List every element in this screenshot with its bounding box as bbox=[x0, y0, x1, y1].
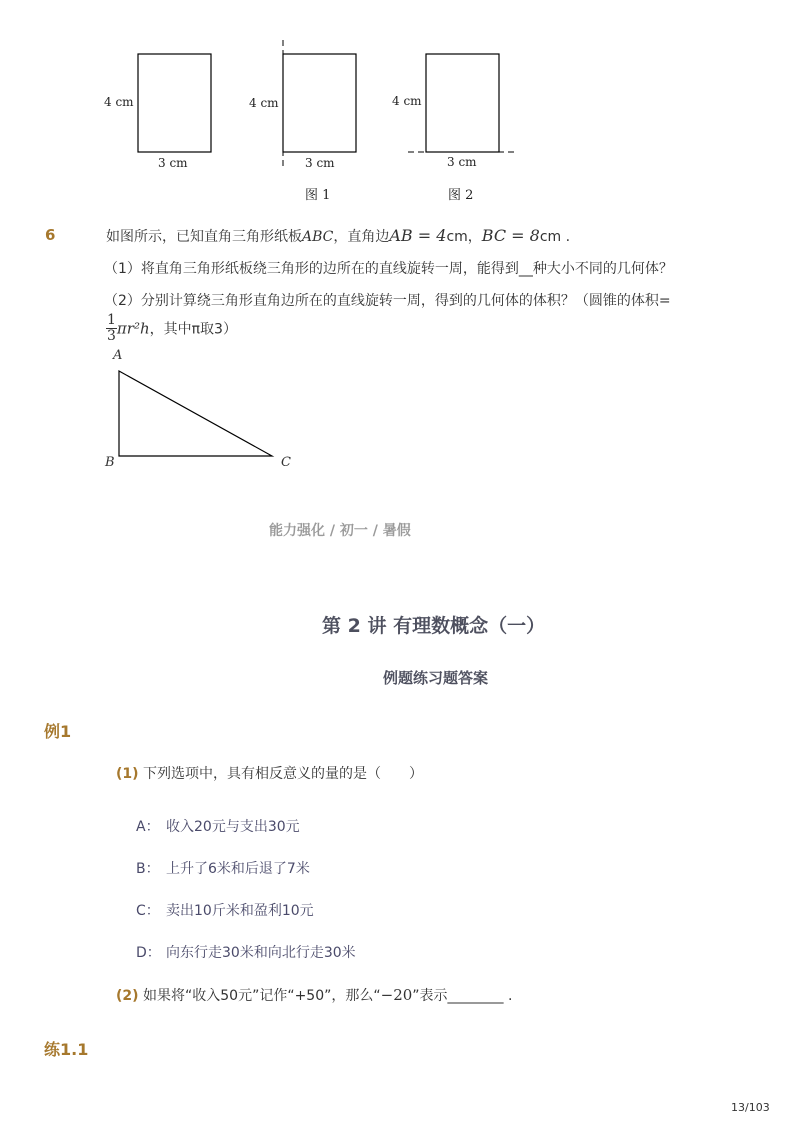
footer-banner: 能力强化 / 初一 / 暑假 bbox=[269, 523, 411, 539]
example-q2 bbox=[116, 985, 512, 1005]
fig1-height-label: 4 cm bbox=[249, 96, 279, 110]
question-stem bbox=[106, 226, 570, 246]
option-b-letter: B： bbox=[136, 861, 160, 877]
fig2-width-label: 3 cm bbox=[447, 155, 477, 169]
fraction-numerator: 1 bbox=[107, 312, 116, 328]
option-a-letter: A： bbox=[136, 819, 160, 835]
bc-unit: cm . bbox=[539, 229, 571, 245]
vertex-b-label: B bbox=[105, 455, 115, 470]
stem-mid: ，直角边 bbox=[333, 229, 390, 245]
rectangle-1 bbox=[283, 54, 356, 152]
lecture-subtitle: 例题练习题答案 bbox=[383, 669, 489, 687]
fig1-caption: 图 1 bbox=[305, 188, 331, 203]
stem-abc: ABC bbox=[302, 229, 334, 245]
fig0-height-label: 4 cm bbox=[104, 95, 134, 109]
q2-number: (2) bbox=[116, 988, 139, 1004]
triangle-abc bbox=[119, 371, 272, 456]
formula-tail: ，其中π取3） bbox=[149, 321, 237, 338]
fig1-width-label: 3 cm bbox=[305, 156, 335, 170]
question-part1: （1）将直角三角形纸板绕三角形的边所在的直线旋转一周，能得到__种大小不同的几何体？ bbox=[104, 261, 673, 277]
q2-text-a: 如果将“收入50元”记作“+50”，那么“ bbox=[143, 988, 381, 1004]
q2-text-b: ”表示________ . bbox=[412, 988, 513, 1004]
q1-text: 下列选项中，具有相反意义的量的是（ ） bbox=[143, 766, 423, 782]
question-number: 6 bbox=[45, 226, 56, 244]
option-c[interactable] bbox=[136, 900, 314, 920]
fraction-denominator: 3 bbox=[107, 328, 116, 344]
q2-math: −20 bbox=[380, 986, 413, 1004]
practice-heading: 练1.1 bbox=[44, 1040, 89, 1059]
page-number: 13/103 bbox=[731, 1101, 770, 1114]
triangle-svg bbox=[0, 340, 400, 480]
ab-unit: cm， bbox=[446, 229, 482, 245]
fig2-height-label: 4 cm bbox=[392, 94, 422, 108]
example-heading: 例1 bbox=[44, 722, 72, 741]
formula-expression: πr²h bbox=[116, 319, 150, 338]
q1-number: (1) bbox=[116, 766, 139, 782]
vertex-a-label: A bbox=[113, 348, 123, 363]
option-d[interactable] bbox=[136, 942, 356, 962]
vertex-c-label: C bbox=[281, 455, 291, 470]
option-c-text: 卖出10斤米和盈利10元 bbox=[166, 903, 314, 919]
example-q1 bbox=[116, 763, 423, 783]
option-a-text: 收入20元与支出30元 bbox=[166, 819, 300, 835]
rectangle-0 bbox=[138, 54, 211, 152]
ab-expression: AB = 4 bbox=[389, 226, 447, 245]
lecture-title: 第 2 讲 有理数概念（一） bbox=[322, 615, 546, 637]
triangle-figure bbox=[0, 340, 400, 480]
fig0-width-label: 3 cm bbox=[158, 156, 188, 170]
stem-text: 如图所示，已知直角三角形纸板 bbox=[106, 229, 302, 245]
fig2-caption: 图 2 bbox=[448, 188, 474, 203]
option-d-letter: D： bbox=[136, 945, 161, 961]
question-part2: （2）分别计算绕三角形直角边所在的直线旋转一周，得到的几何体的体积？（圆锥的体积= bbox=[104, 293, 671, 309]
option-c-letter: C： bbox=[136, 903, 160, 919]
rectangle-2 bbox=[426, 54, 499, 152]
bc-expression: BC = 8 bbox=[481, 226, 540, 245]
option-b[interactable] bbox=[136, 858, 310, 878]
option-a[interactable] bbox=[136, 816, 300, 836]
option-d-text: 向东行走30米和向北行走30米 bbox=[166, 945, 356, 961]
option-b-text: 上升了6米和后退了7米 bbox=[166, 861, 310, 877]
